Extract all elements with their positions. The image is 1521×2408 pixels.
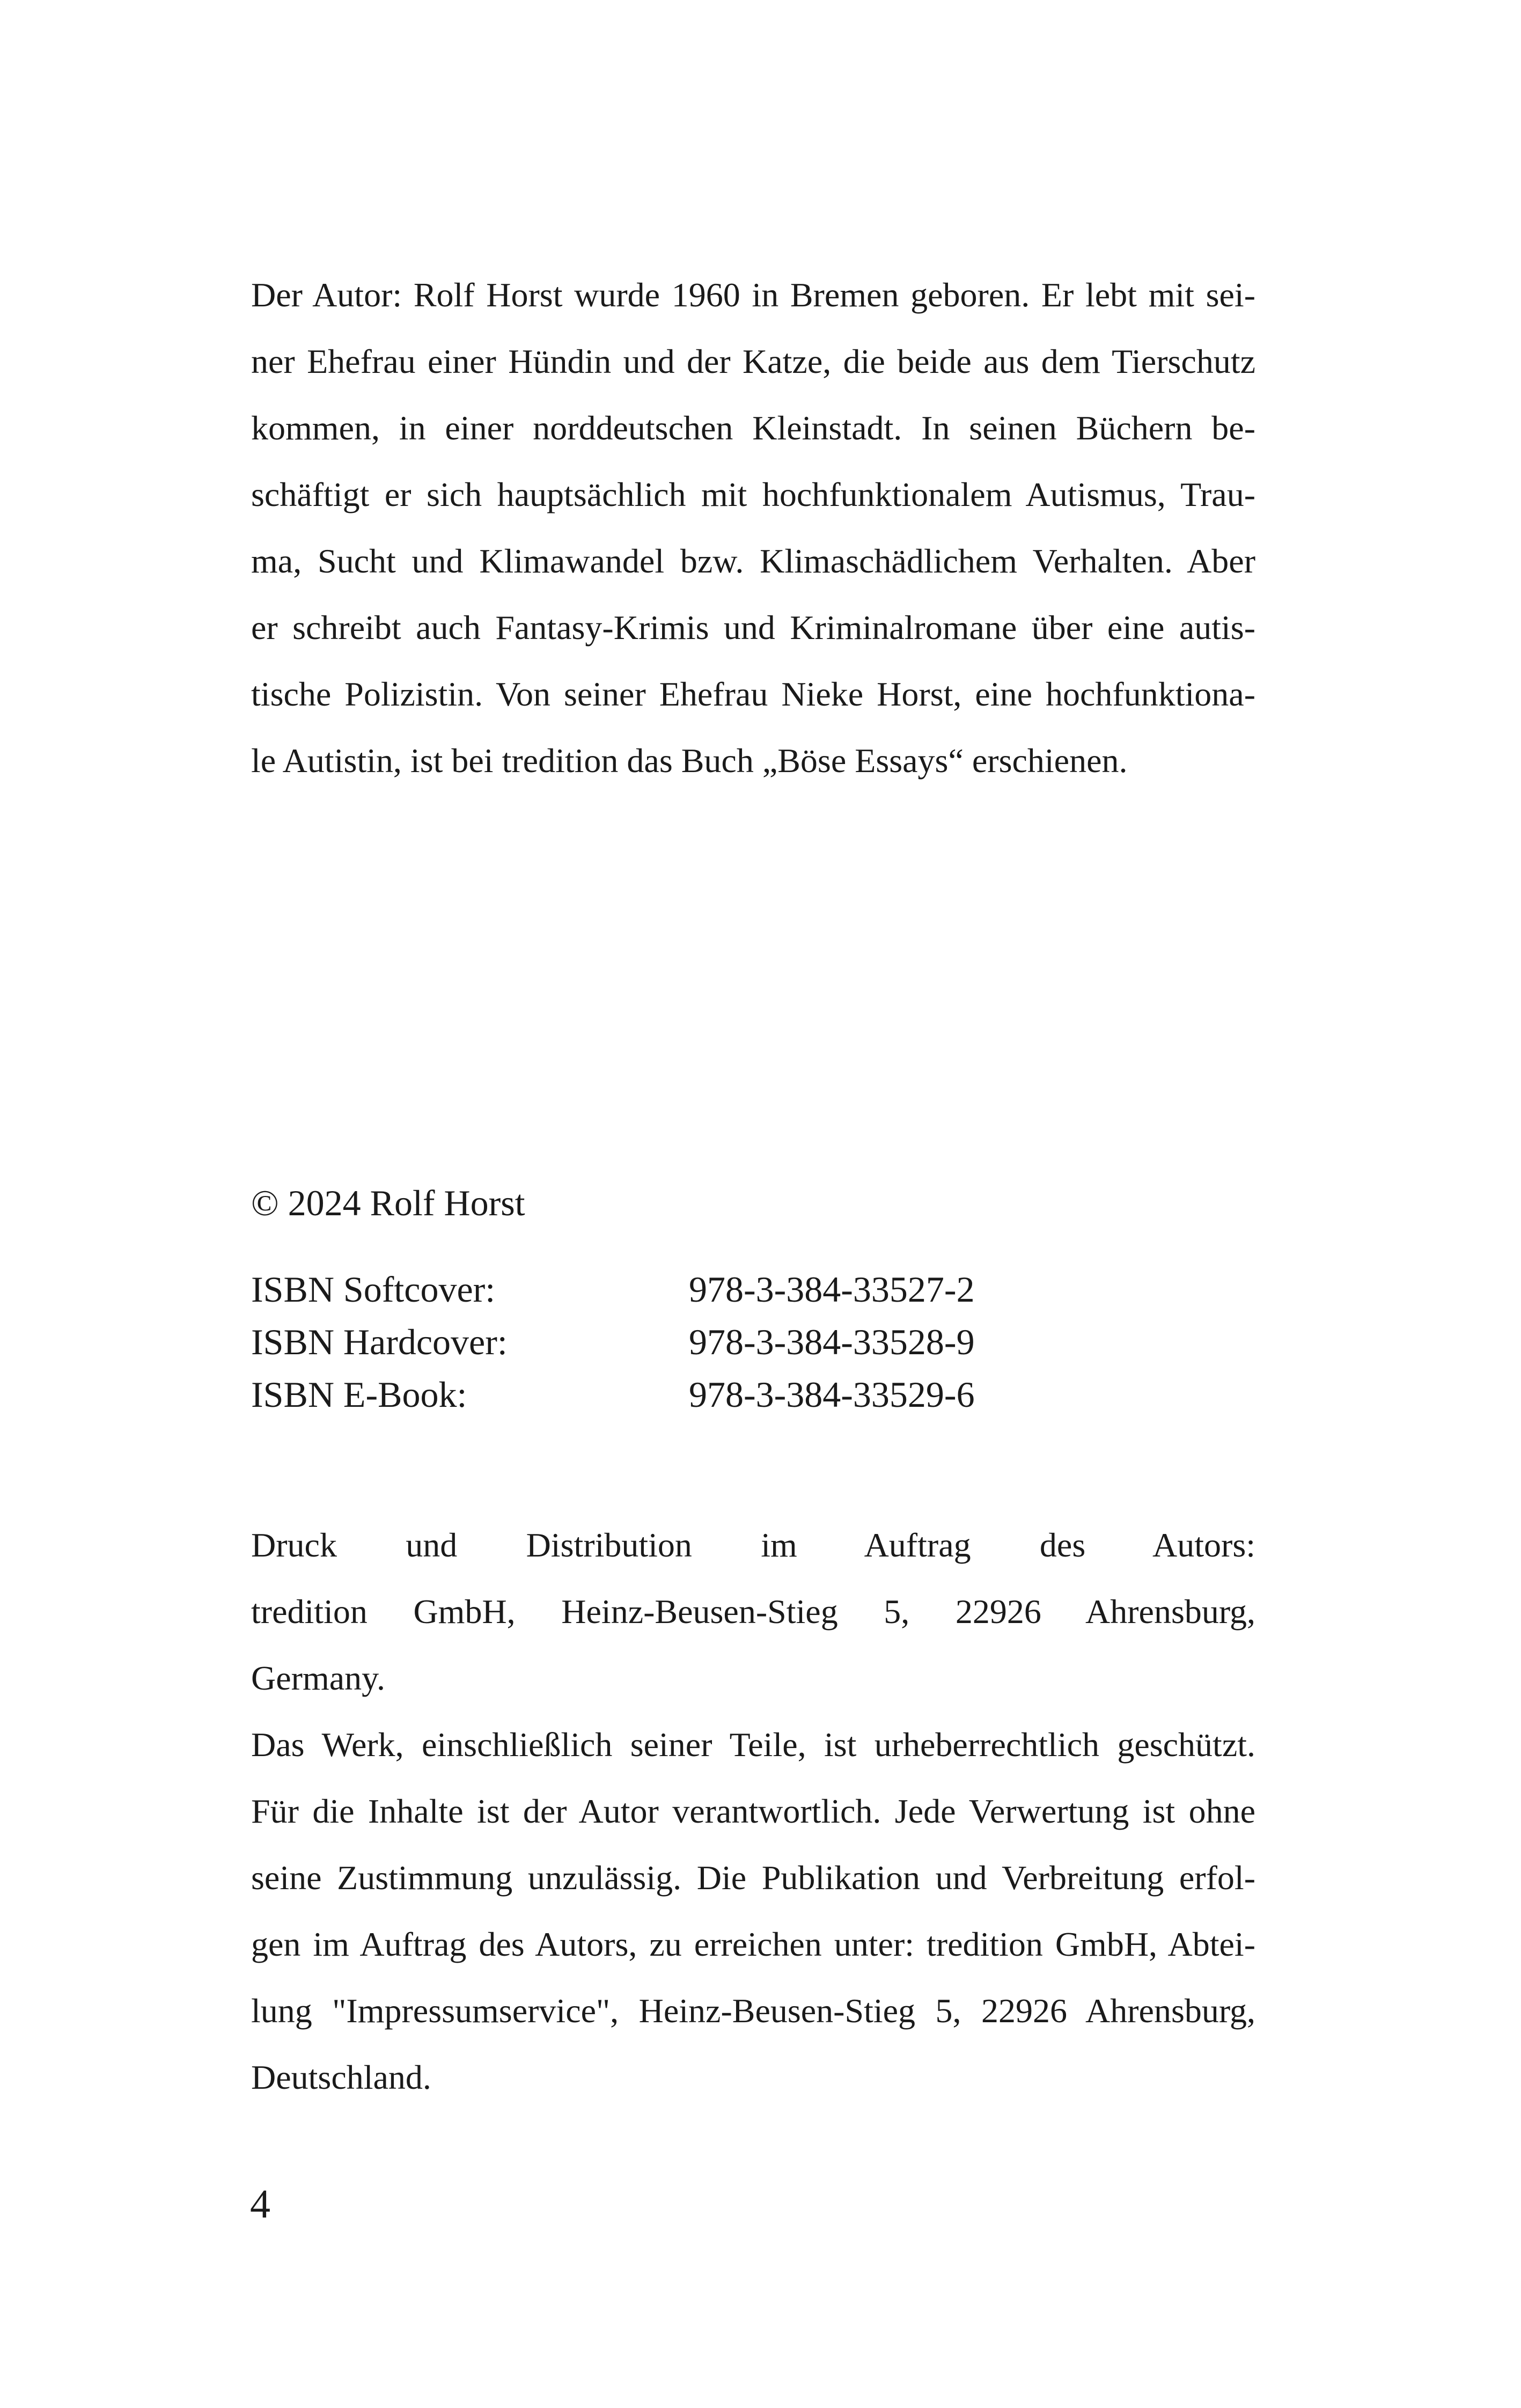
isbn-label: ISBN Hardcover: <box>251 1322 508 1362</box>
imprint-line: Das Werk, einschließlich seiner Teile, ist urheberrechtlich geschützt. <box>251 1726 1255 1764</box>
copyright-notice: © 2024 Rolf Horst <box>251 1183 525 1223</box>
imprint-line: Für die Inhalte ist der Autor verantwortlich. Jede Verwertung ist ohne <box>251 1792 1255 1830</box>
imprint-line: gen im Auftrag des Autors, zu erreichen unter: tredition GmbH, Abtei- <box>251 1925 1255 1963</box>
author-bio-line: er schreibt auch Fantasy-Krimis und Kriminalromane über eine autis- <box>251 608 1255 647</box>
imprint-line: Druck und Distribution im Auftrag des Autors: <box>251 1526 1255 1564</box>
isbn-row-softcover <box>251 1263 1255 1316</box>
author-bio-line: kommen, in einer norddeutschen Kleinstadt. In seinen Büchern be- <box>251 409 1255 447</box>
imprint-line: lung "Impressumservice", Heinz-Beusen-Stieg 5, 22926 Ahrensburg, <box>251 1992 1255 2030</box>
isbn-label: ISBN E-Book: <box>251 1374 467 1415</box>
isbn-value: 978-3-384-33529-6 <box>689 1374 975 1415</box>
author-bio-line: ner Ehefrau einer Hündin und der Katze, die beide aus dem Tierschutz <box>251 342 1255 380</box>
isbn-row-hardcover <box>251 1316 1255 1368</box>
isbn-list <box>251 1263 1255 1421</box>
author-bio-line: tische Polizistin. Von seiner Ehefrau Nieke Horst, eine hochfunktiona- <box>251 675 1255 713</box>
imprint-line: Deutschland. <box>251 2058 431 2096</box>
author-bio-line: ma, Sucht und Klimawandel bzw. Klimaschädlichem Verhalten. Aber <box>251 542 1255 580</box>
isbn-label: ISBN Softcover: <box>251 1269 496 1310</box>
imprint-line: Germany. <box>251 1659 385 1697</box>
author-bio <box>251 262 1255 794</box>
author-bio-line: schäftigt er sich hauptsächlich mit hochfunktionalem Autismus, Trau- <box>251 475 1255 513</box>
author-bio-line: Der Autor: Rolf Horst wurde 1960 in Bremen geboren. Er lebt mit sei- <box>251 276 1255 314</box>
imprint-line: tredition GmbH, Heinz-Beusen-Stieg 5, 22926 Ahrensburg, <box>251 1592 1255 1631</box>
isbn-value: 978-3-384-33527-2 <box>689 1269 975 1310</box>
page-number: 4 <box>250 2182 270 2227</box>
author-bio-line: le Autistin, ist bei tredition das Buch „Böse Essays“ erschienen. <box>251 742 1128 780</box>
imprint-line: seine Zustimmung unzulässig. Die Publikation und Verbreitung erfol- <box>251 1859 1255 1897</box>
imprint <box>251 1512 1255 2111</box>
isbn-value: 978-3-384-33528-9 <box>689 1322 975 1362</box>
isbn-row-ebook <box>251 1368 1255 1421</box>
